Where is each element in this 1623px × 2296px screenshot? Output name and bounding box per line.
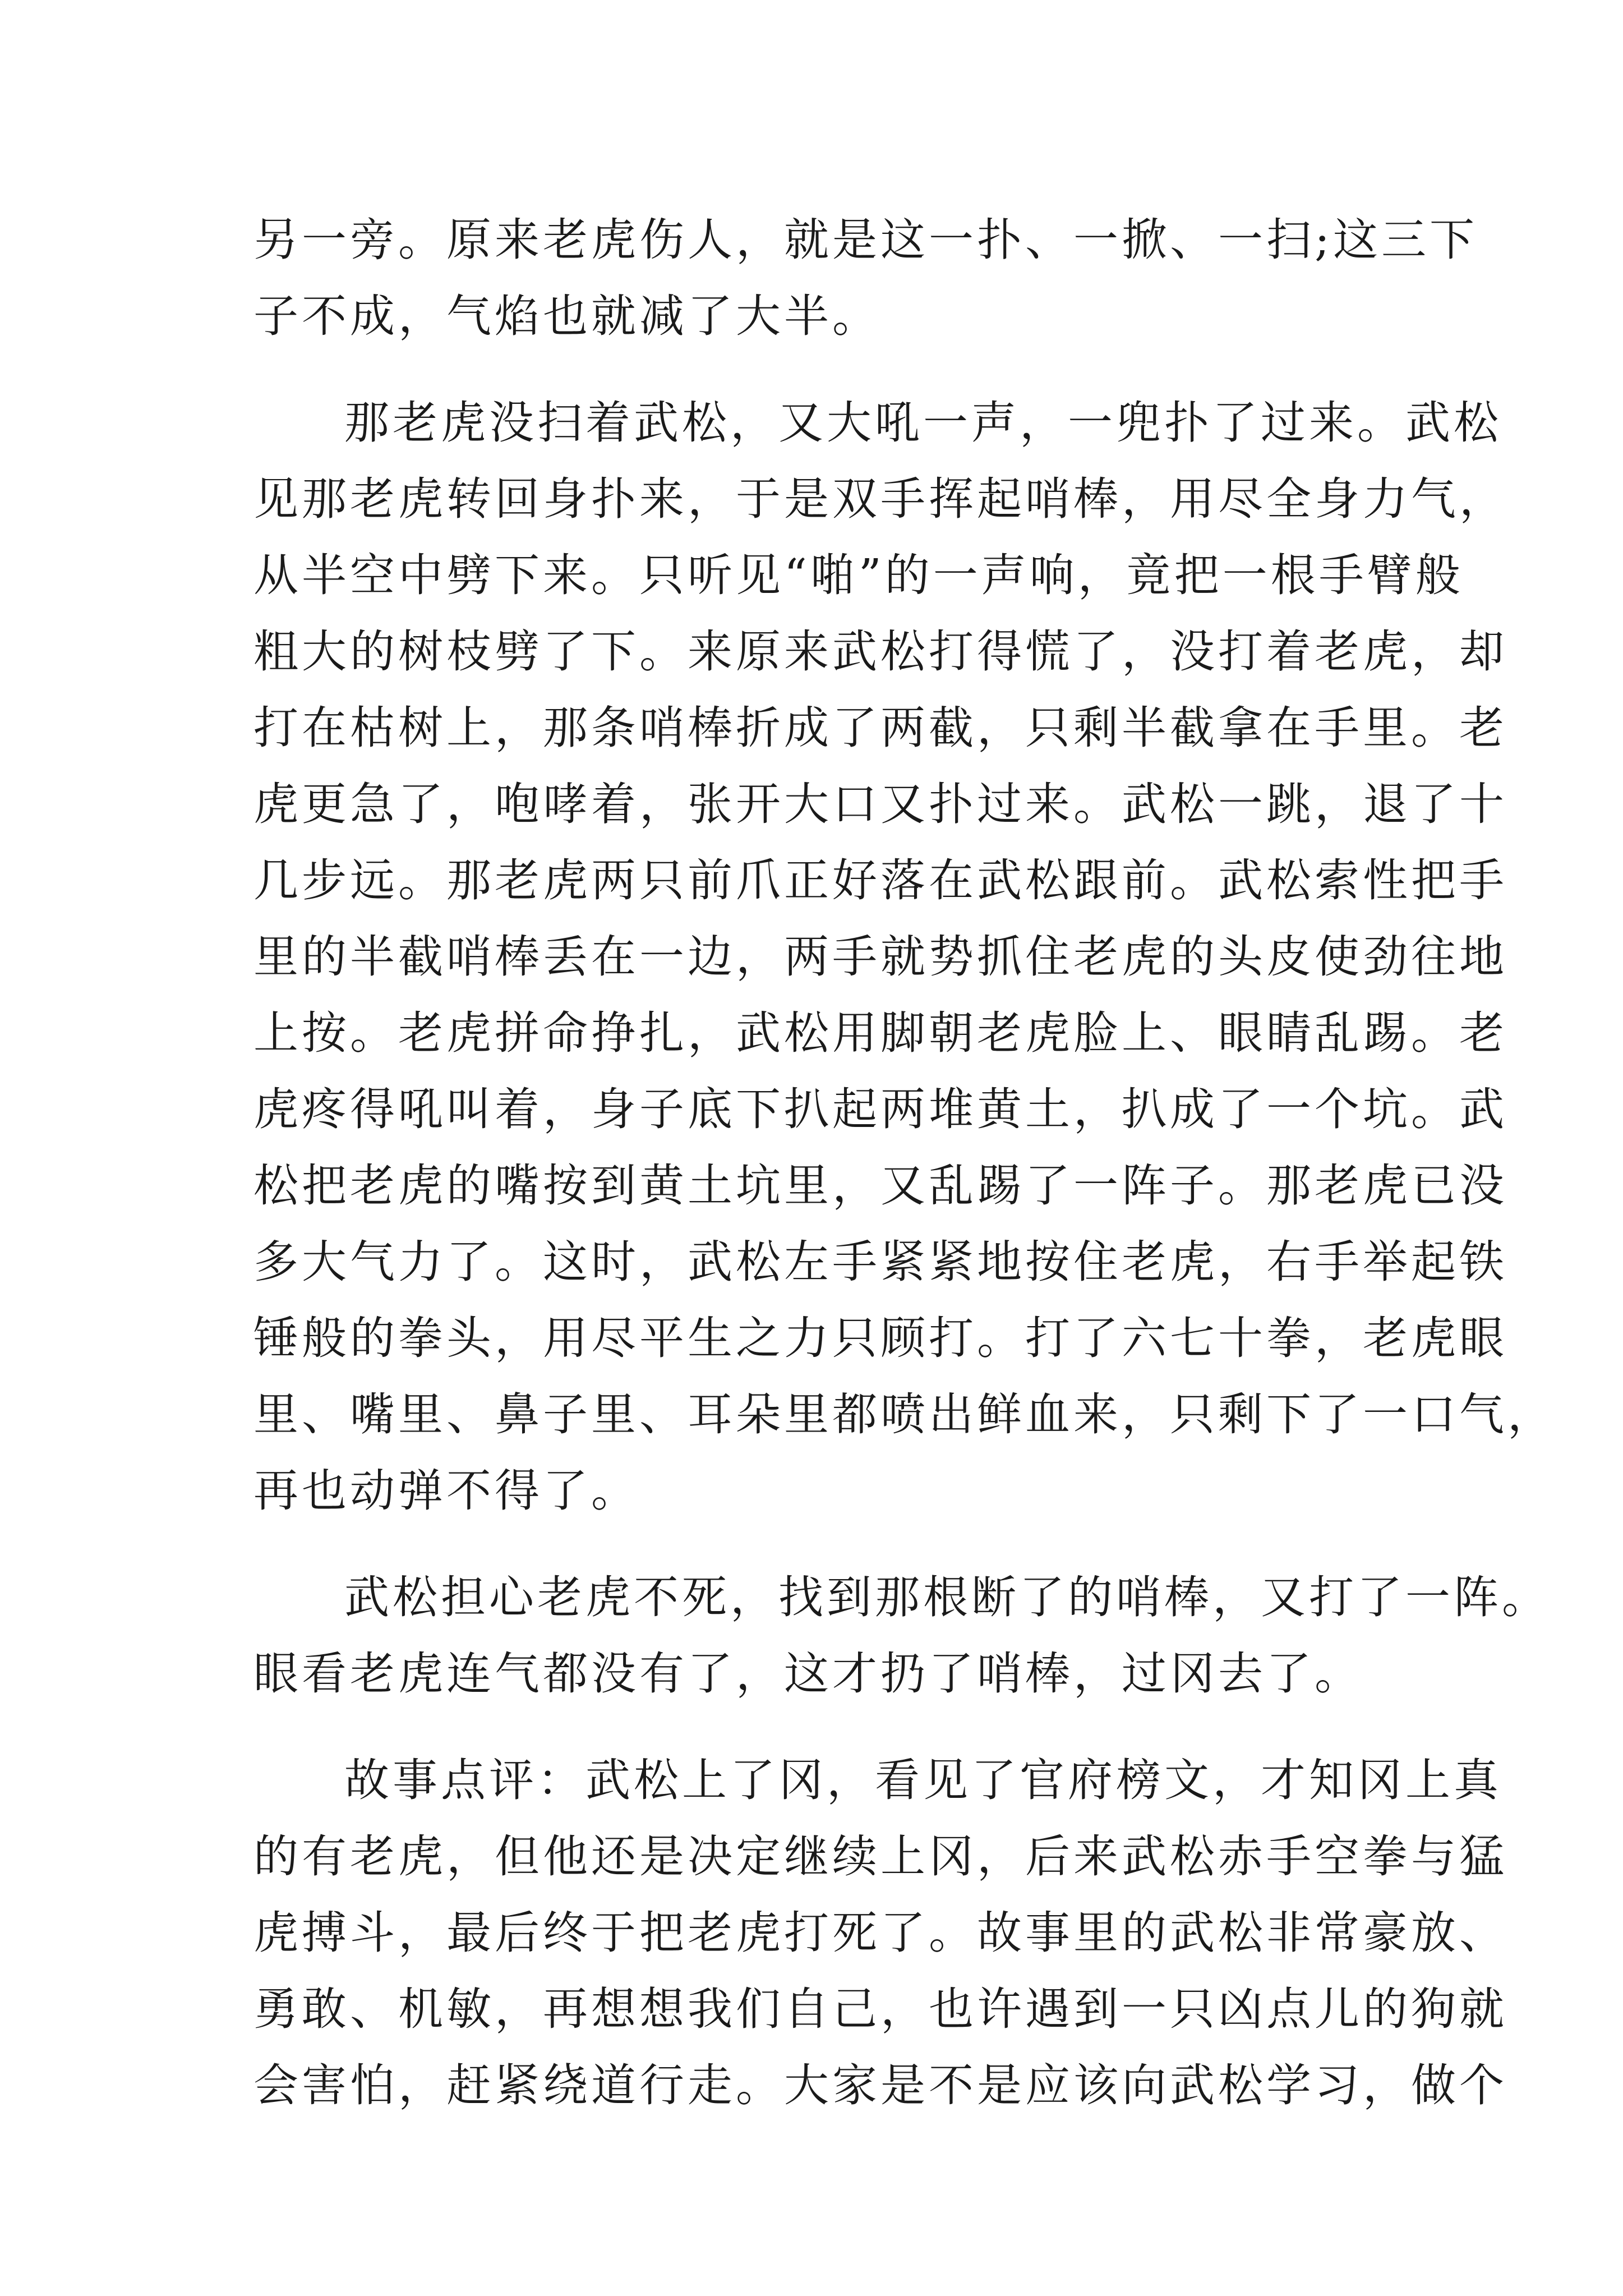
- text-line: 武松担心老虎不死，找到那根断了的哨棒，又打了一阵。: [344, 1571, 1550, 1623]
- text-line: 打在枯树上，那条哨棒折成了两截，只剩半截拿在手里。老: [253, 702, 1507, 754]
- text-line: 多大气力了。这时，武松左手紧紧地按住老虎，右手举起铁: [253, 1236, 1507, 1288]
- text-line: 上按。老虎拼命挣扎，武松用脚朝老虎脸上、眼睛乱踢。老: [253, 1007, 1507, 1059]
- text-line: 粗大的树枝劈了下。来原来武松打得慌了，没打着老虎，却: [253, 625, 1507, 678]
- text-line: 故事点评：武松上了冈，看见了官府榜文，才知冈上真: [344, 1754, 1502, 1806]
- text-line: 再也动弹不得了。: [253, 1465, 639, 1517]
- text-line: 虎疼得吼叫着，身子底下扒起两堆黄土，扒成了一个坑。武: [253, 1083, 1507, 1135]
- text-line: 眼看老虎连气都没有了，这才扔了哨棒，过冈去了。: [253, 1648, 1363, 1700]
- text-line: 见那老虎转回身扑来，于是双手挥起哨棒，用尽全身力气，: [253, 473, 1507, 525]
- text-line: 勇敢、机敏，再想想我们自己，也许遇到一只凶点儿的狗就: [253, 1983, 1507, 2035]
- text-line: 的有老虎，但他还是决定继续上冈，后来武松赤手空拳与猛: [253, 1830, 1507, 1883]
- text-line: 里的半截哨棒丢在一边，两手就势抓住老虎的头皮使劲往地: [253, 931, 1507, 983]
- text-line: 几步远。那老虎两只前爪正好落在武松跟前。武松索性把手: [253, 854, 1507, 907]
- text-line: 从半空中劈下来。只听见“啪”的一声响，竟把一根手臂般: [253, 549, 1464, 601]
- text-line: 子不成，气焰也就减了大半。: [253, 290, 880, 342]
- text-line: 锤般的拳头，用尽平生之力只顾打。打了六七十拳，老虎眼: [253, 1312, 1507, 1364]
- text-line: 那老虎没扫着武松，又大吼一声，一兜扑了过来。武松: [344, 397, 1502, 449]
- text-line: 另一旁。原来老虎伤人，就是这一扑、一掀、一扫;这三下: [253, 214, 1478, 266]
- text-line: 虎搏斗，最后终于把老虎打死了。故事里的武松非常豪放、: [253, 1907, 1507, 1959]
- text-line: 里、嘴里、鼻子里、耳朵里都喷出鲜血来，只剩下了一口气，: [253, 1388, 1556, 1441]
- text-line: 虎更急了，咆哮着，张开大口又扑过来。武松一跳，退了十: [253, 778, 1507, 830]
- text-line: 松把老虎的嘴按到黄土坑里，又乱踢了一阵子。那老虎已没: [253, 1159, 1507, 1212]
- body-text: [253, 202, 1556, 2124]
- text-line: 会害怕，赶紧绕道行走。大家是不是应该向武松学习，做个: [253, 2059, 1507, 2111]
